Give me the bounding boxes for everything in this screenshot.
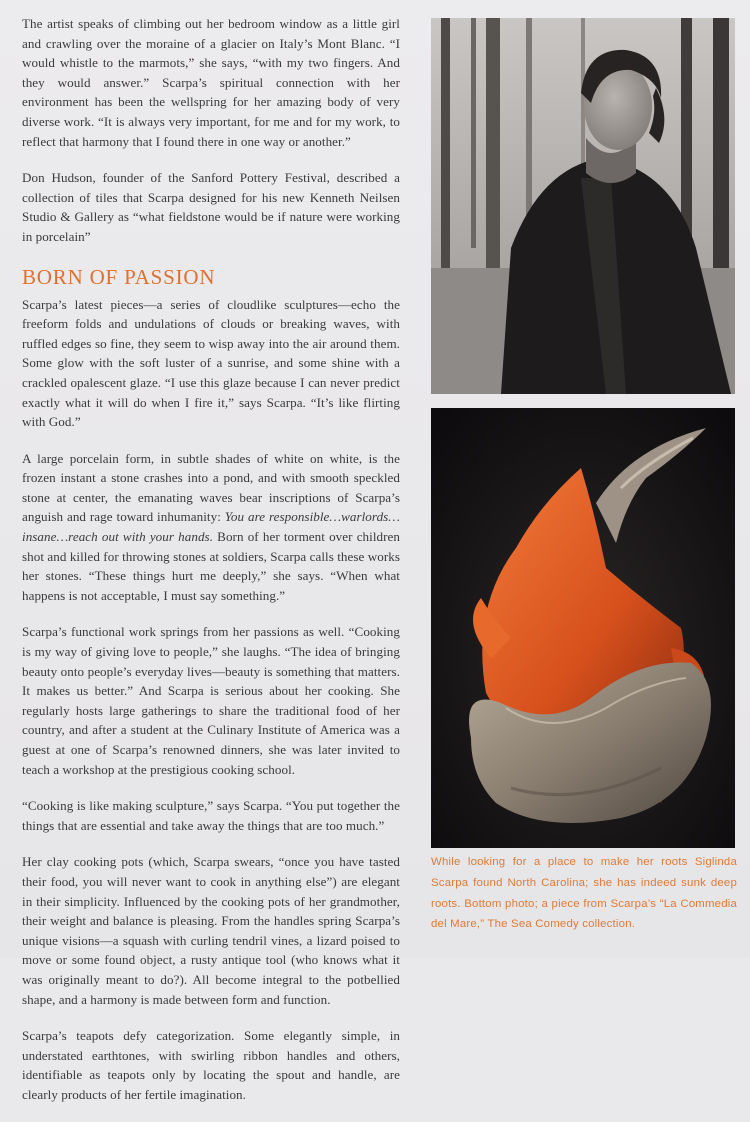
photo-caption: While looking for a place to make her roots Siglinda Scarpa found North Carolina; she has indeed sunk deep roots. Bottom photo; a piece from Scarpa’s “La Commedia del Mare,” The Sea Comedy collection.	[431, 856, 737, 931]
article-paragraph: Scarpa’s teapots defy categorization. Some elegantly simple, in understated earthtones, with swirling ribbon handles and others, identifiable as teapots only by locating the spout and handle, are clearly products of her fertile imagination.	[22, 1028, 400, 1102]
article-text-column	[22, 14, 400, 1122]
paragraph-text: Born of her torment over children shot and killed for throwing stones at soldiers, Scarpa calls these works her stones. “These things hurt me deeply,” she says. “When what happens is not acceptable, I must say something.”	[22, 529, 400, 603]
paragraph-text: A large porcelain form, in subtle shades of white on white, is the frozen instant a stone crashes into a pond, and with smooth speckled stone at center, the emanating waves bear inscriptions of Scarpa’s anguish and rage toward inhumanity:	[22, 450, 400, 525]
article-paragraph-stone	[22, 449, 400, 606]
section-heading: BORN OF PASSION	[22, 264, 216, 289]
article-paragraph: Don Hudson, founder of the Sanford Pottery Festival, described a collection of tiles that Scarpa designed for his new Kenneth Neilsen Studio & Gallery as “what fieldstone would be if nature were working in porcelain”	[22, 170, 400, 244]
portrait-photo	[431, 18, 735, 394]
inscription-quote: You are responsible…warlords…insane…reach out with your hands.	[22, 509, 400, 545]
article-paragraph: Scarpa’s functional work springs from her passions as well. “Cooking is my way of giving love to people,” she laughs. “The idea of bringing beauty onto people’s everyday lives—beauty is something that matters. It makes us better.” And Scarpa is serious about her cooking. She regularly hosts large gatherings to share the traditional food of her country, and after a student at the Culinary Institute of America was a guest at one of Scarpa’s renowned dinners, she was later invited to teach a workshop at the prestigious cooking school.	[22, 624, 400, 777]
portrait-image	[431, 18, 735, 394]
sculpture-image	[431, 408, 735, 848]
article-paragraph: The artist speaks of climbing out her bedroom window as a little girl and crawling over the moraine of a glacier on Italy’s Mont Blanc. “I would whistle to the marmots,” she says, “with my two fingers. And they would answer.” Scarpa’s spiritual connection with her environment has been the wellspring for her amazing body of very diverse work. “It is always very important, for me and for my work, to reflect that harmony that I found there in one way or another.”	[22, 16, 400, 149]
article-paragraph: “Cooking is like making sculpture,” says Scarpa. “You put together the things that are essential and take away the things that are too much.”	[22, 798, 400, 833]
sculpture-photo	[431, 408, 735, 848]
article-paragraph: Her clay cooking pots (which, Scarpa swears, “once you have tasted their food, you will never want to cook in anything else”) are elegant in their simplicity. Influenced by the cooking pots of her grandmother, their weight and balance is pleasing. From the handles spring Scarpa’s unique visions—a squash with curling tendril vines, a lizard poised to move or some found object, a rusty antique tool (who knows what it was originally meant to do?). All become integral to the potbellied shape, and a harmony is made between form and function.	[22, 854, 400, 1007]
article-paragraph: Scarpa’s latest pieces—a series of cloudlike sculptures—echo the freeform folds and undulations of clouds or breaking waves, with ruffled edges so fine, they seem to wisp away into the air around them. Some glow with the soft luster of a sunrise, and some shine with a crackled opalescent glaze. “I use this glaze because I can never predict exactly what it will do when I fire it,” says Scarpa. “It’s like flirting with God.”	[22, 296, 400, 430]
